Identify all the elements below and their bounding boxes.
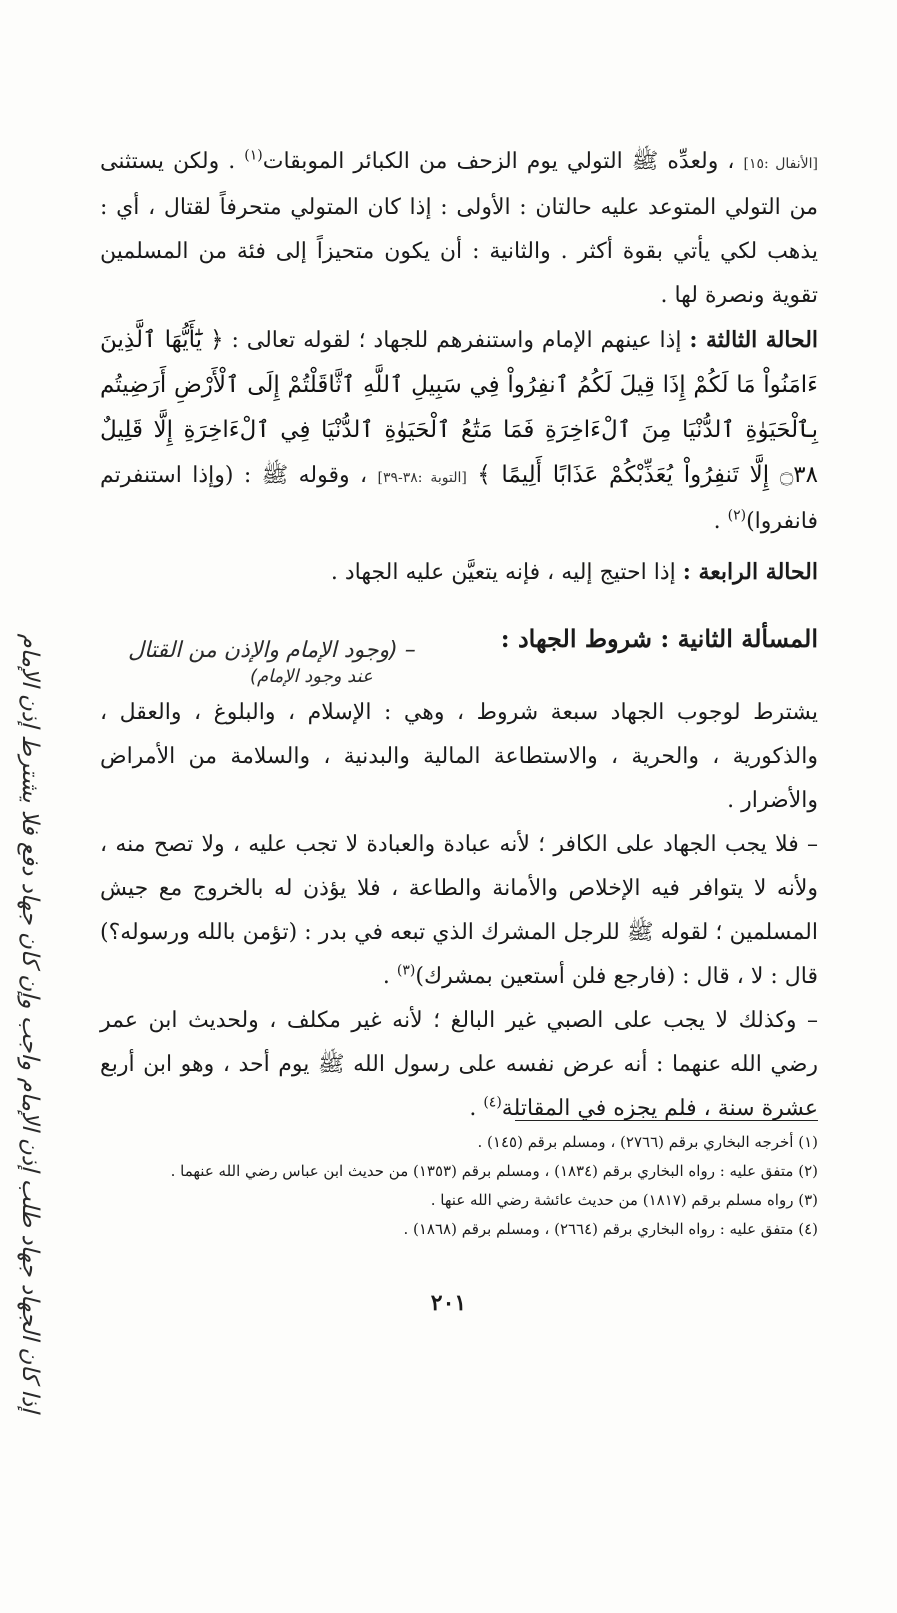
paragraph-5 (100, 823, 818, 999)
verse-reference: [الأنفال :١٥] (743, 156, 818, 172)
handwritten-note: – (وجود الإمام والإذن من القتال (128, 638, 416, 663)
paragraph-3 (100, 550, 818, 595)
footnote: (١) أخرجه البخاري برقم (٢٧٦٦) ، ومسلم برقم (١٤٥) . (477, 1133, 818, 1151)
paragraph-text: ، ولعدِّه ﷺ التولي يوم الزحف من الكبائر الموبقات (262, 149, 735, 174)
footnote: (٣) رواه مسلم برقم (١٨١٧) من حديث عائشة رضي الله عنها . (430, 1191, 818, 1209)
paragraph-text: إذا عينهم الإمام واستنفرهم للجهاد ؛ لقوله تعالى : (231, 328, 682, 353)
footnote-marker: (٤) (483, 1094, 502, 1111)
paragraph-text: ، وقوله ﷺ : (وإذا استنفرتم فانفروا) (100, 463, 818, 534)
paragraph-1 (100, 140, 818, 318)
footnote-marker: (٢) (727, 507, 747, 524)
paragraph-text: . (469, 1096, 477, 1121)
footnote-divider (515, 1120, 818, 1121)
verse-reference: [التوبة :٣٨-٣٩] (377, 470, 467, 486)
paragraph-4: يشترط لوجوب الجهاد سبعة شروط ، وهي : الإسلام ، والبلوغ ، والعقل ، والذكورية ، والحرية ، والاستطاعة المالية والبدنية ، والسلامة من الأمراض والأضرار . (100, 700, 818, 813)
footnote: (٢) متفق عليه : رواه البخاري برقم (١٨٣٤) ، ومسلم برقم (١٣٥٣) من حديث ابن عباس رضي الله عنهما . (170, 1162, 818, 1180)
main-text (100, 140, 818, 1131)
handwritten-note-line-2: عند وجود الإمام) (250, 666, 373, 687)
section-heading: المسألة الثانية : شروط الجهاد : (500, 624, 818, 653)
case-label: الحالة الرابعة : (682, 559, 818, 585)
paragraph-text: – وكذلك لا يجب على الصبي غير البالغ ؛ لأنه غير مكلف ، ولحديث ابن عمر رضي الله عنهما : أنه عرض نفسه على رسول الله ﷺ يوم أحد ، وهو ابن أربع عشرة سنة ، فلم يجزه في المقاتلة (100, 1008, 819, 1121)
paragraph-2 (100, 318, 818, 544)
paragraph-text: . ولكن يستثنى من التولي المتوعد عليه حالتان : الأولى : إذا كان المتولي متحرفاً لقتال ، أي : يذهب لكي يأتي بقوة أكثر . والثانية : أن يكون متحيزاً إلى فئة من المسلمين تقوية ونصرة لها . (100, 149, 818, 308)
footnotes (100, 1128, 818, 1244)
footnote: (٤) متفق عليه : رواه البخاري برقم (٢٦٦٤) ، ومسلم برقم (١٨٦٨) . (403, 1220, 818, 1238)
page-number: ٢٠١ (430, 1290, 467, 1316)
case-label: الحالة الثالثة : (689, 327, 819, 353)
quran-verse: ﴿ يَٰٓأَيُّهَا ٱلَّذِينَ ءَامَنُواْ مَا لَكُمْ إِذَا قِيلَ لَكُمُ ٱنفِرُواْ فِي سَبِيلِ ٱللَّهِ ٱثَّاقَلْتُمْ إِلَى ٱلْأَرْضِ أَرَضِيتُم بِٱلْحَيَوٰةِ ٱلدُّنْيَا مِنَ ٱلْءَاخِرَةِ فَمَا مَتَٰعُ ٱلْحَيَوٰةِ ٱلدُّنْيَا فِي ٱلْءَاخِرَةِ إِلَّا قَلِيلٌ ۝٣٨ إِلَّا تَنفِرُواْ يُعَذِّبْكُمْ عَذَابًا أَلِيمًا ﴾ (100, 327, 818, 488)
footnote-marker: (١) (244, 147, 263, 164)
paragraph-6 (100, 999, 818, 1131)
paragraph-text: – فلا يجب الجهاد على الكافر ؛ لأنه عبادة والعبادة لا تجب عليه ، ولا تصح منه ، ولأنه لا يتوافر فيه الإخلاص والأمانة والطاعة ، فلا يؤذن له بالخروج مع جيش المسلمين ؛ لقوله ﷺ للرجل المشرك الذي تبعه في بدر : (تؤمن بالله ورسوله؟) قال : لا ، قال : (فارجع فلن أستعين بمشرك) (100, 832, 818, 989)
paragraph-text: . (382, 964, 390, 989)
handwritten-margin-note: إذا كان الجهاد جهاد طلب إذن الإمام واجب وإن كان جهاد دفع فلا يشترط إذن الإمام (17, 633, 43, 1413)
footnote-marker: (٣) (396, 962, 416, 979)
paragraph-text: . (713, 509, 721, 534)
paragraph-text: إذا احتيج إليه ، فإنه يتعيَّن عليه الجهاد . (330, 560, 676, 585)
